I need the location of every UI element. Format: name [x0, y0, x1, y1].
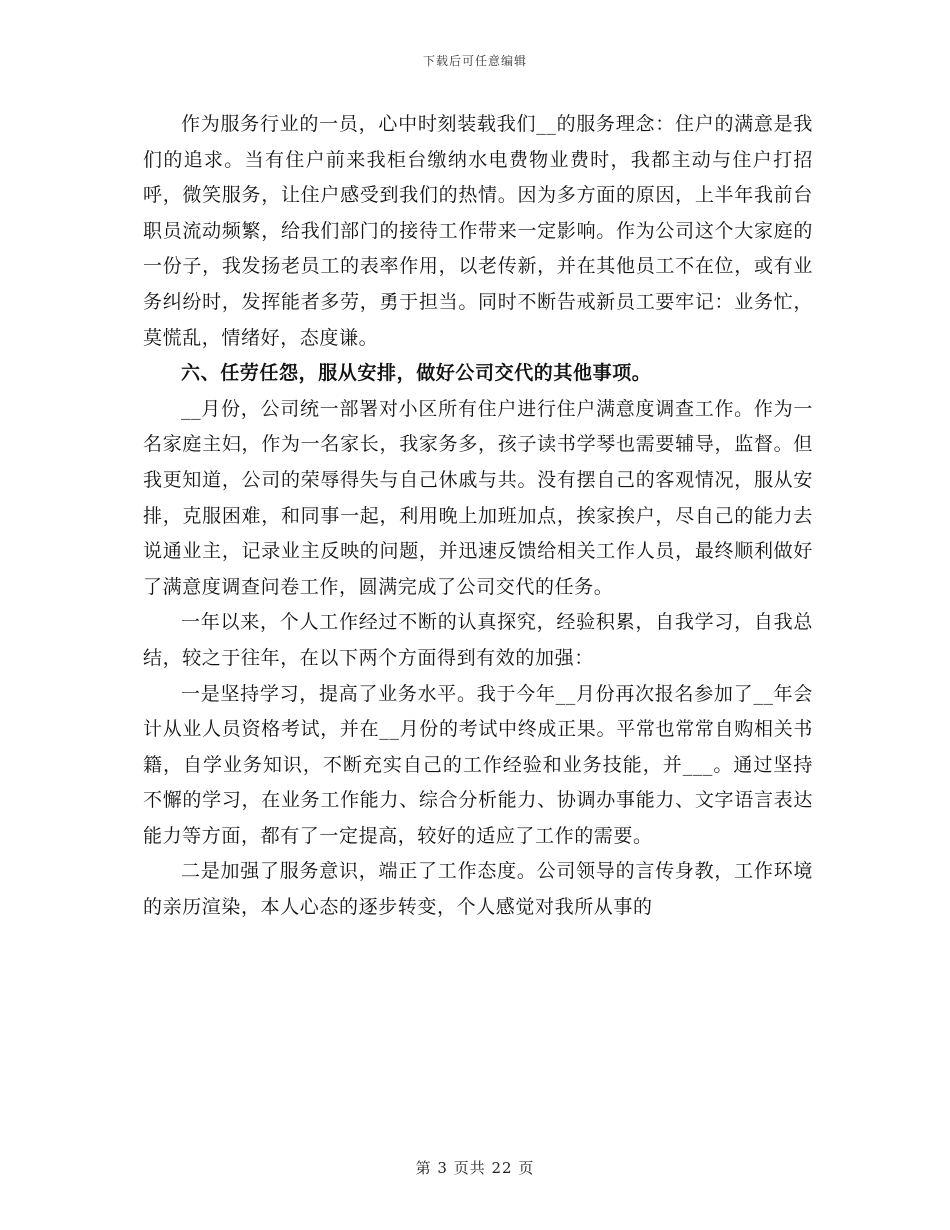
document-body: [143, 107, 813, 926]
page-header: 下载后可任意编辑: [422, 54, 527, 68]
paragraph-service-awareness: 二是加强了服务意识，端正了工作态度。公司领导的言传身教，工作环境的亲历渲染，本人心态的逐步转变，个人感觉对我所从事的: [143, 860, 813, 919]
page-number: 第 3 页共 22 页: [415, 1159, 535, 1177]
paragraph-study-improvement: 一是坚持学习，提高了业务水平。我于今年__月份再次报名参加了__年会计从业人员资格考试，并在__月份的考试中终成正果。平常也常常自购相关书籍，自学业务知识，不断充实自己的工作经验和业务技能，并___。通过坚持不懈的学习，在业务工作能力、综合分析能力、协调办事能力、文字语言表达能力等方面，都有了一定提高，较好的适应了工作的需要。: [143, 682, 813, 847]
paragraph-service-philosophy: 作为服务行业的一员，心中时刻装载我们__的服务理念：住户的满意是我们的追求。当有住户前来我柜台缴纳水电费物业费时，我都主动与住户打招呼，微笑服务，让住户感受到我们的热情。因为多方面的原因，上半年我前台职员流动频繁，给我们部门的接待工作带来一定影响。作为公司这个大家庭的一份子，我发扬老员工的表率作用，以老传新，并在其他员工不在位，或有业务纠纷时，发挥能者多劳，勇于担当。同时不断告戒新员工要牢记：业务忙，莫慌乱，情绪好，态度谦。: [143, 113, 813, 349]
paragraph-satisfaction-survey: __月份，公司统一部署对小区所有住户进行住户满意度调查工作。作为一名家庭主妇，作为一名家长，我家务多，孩子读书学琴也需要辅导，监督。但我更知道，公司的荣辱得失与自己休戚与共。没有摆自己的客观情况，服从安排，克服困难，和同事一起，利用晚上加班加点，挨家挨户，尽自己的能力去说通业主，记录业主反映的问题，并迅速反馈给相关工作人员，最终顺利做好了满意度调查问卷工作，圆满完成了公司交代的任务。: [143, 397, 813, 598]
section-heading-six: 六、任劳任怨，服从安排，做好公司交代的其他事项。: [181, 362, 652, 385]
paragraph-year-summary: 一年以来，个人工作经过不断的认真探究，经验积累，自我学习，自我总结，较之于往年，在以下两个方面得到有效的加强：: [143, 611, 813, 669]
